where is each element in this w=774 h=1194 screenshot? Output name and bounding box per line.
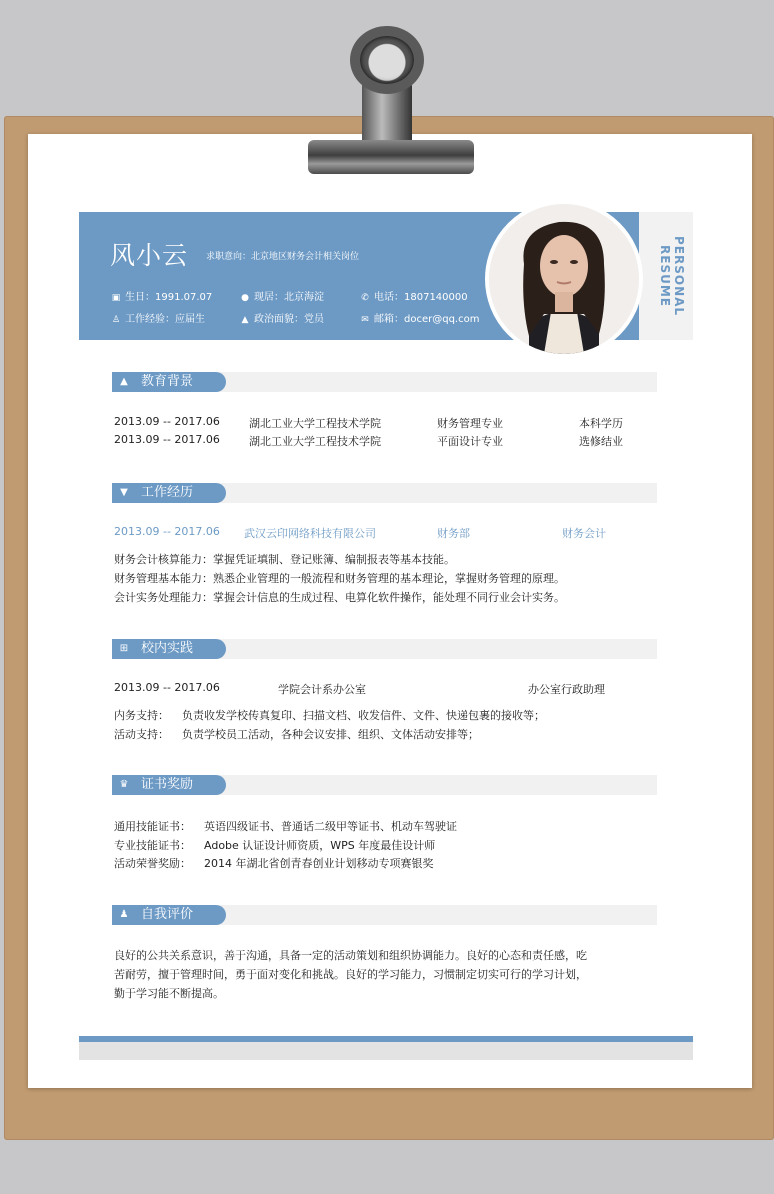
job-intent: 求职意向：北京地区财务会计相关岗位 [206, 252, 360, 262]
phone-text: 电话：1807140000 [374, 292, 468, 303]
user-icon: ♙ [111, 315, 121, 325]
person-icon: ♟ [119, 909, 129, 920]
campus-title: 校内实践 [141, 641, 194, 656]
work-date: 2013.09 -- 2017.06 [114, 525, 220, 538]
trophy-icon: ♛ [119, 779, 129, 790]
candidate-name: 风小云 [110, 241, 189, 270]
campus-org: 学院会计系办公室 [278, 683, 366, 696]
work-position: 财务会计 [562, 527, 606, 540]
edu-school: 湖北工业大学工程技术学院 [249, 417, 381, 430]
campus-date: 2013.09 -- 2017.06 [114, 681, 220, 694]
calendar-icon: ▣ [111, 293, 121, 303]
birth-text: 生日：1991.07.07 [125, 292, 213, 303]
self-title: 自我评价 [141, 907, 194, 922]
work-dept: 财务部 [437, 527, 470, 540]
email-icon: ✉ [361, 315, 369, 325]
self-line: 良好的公共关系意识，善于沟通，具备一定的活动策划和组织协调能力。良好的心态和责任感，吃 [114, 949, 587, 962]
work-line: 会计实务处理能力：掌握会计信息的生成过程、电算化软件操作，能处理不同行业会计实务。 [114, 591, 565, 604]
work-line: 财务会计核算能力：掌握凭证填制、登记账簿、编制报表等基本技能。 [114, 553, 455, 566]
edu-date: 2013.09 -- 2017.06 [114, 433, 220, 446]
portrait-photo [489, 204, 639, 354]
award-text: Adobe 认证设计师资质，WPS 年度最佳设计师 [204, 839, 436, 852]
campus-item-label: 内务支持： [114, 709, 169, 722]
phone-icon: ✆ [361, 293, 369, 303]
self-line: 苦耐劳，擅于管理时间，勇于面对变化和挑战。良好的学习能力，习惯制定切实可行的学习计划， [114, 968, 587, 981]
awards-title: 证书奖励 [141, 777, 194, 792]
location-text: 现居：北京海淀 [254, 292, 324, 303]
tie-icon: ▼ [120, 487, 128, 498]
education-title: 教育背景 [141, 374, 194, 389]
award-label: 活动荣誉奖励： [114, 857, 191, 870]
windows-icon: ⊞ [119, 643, 129, 654]
award-text: 英语四级证书、普通话二级甲等证书、机动车驾驶证 [204, 820, 457, 833]
avatar [485, 200, 643, 358]
clip-ring-icon [350, 26, 424, 94]
email-text: 邮箱：docer@qq.com [374, 314, 480, 325]
email-info [360, 310, 479, 325]
work-line: 财务管理基本能力：熟悉企业管理的一般流程和财务管理的基本理论，掌握财务管理的原理。 [114, 572, 565, 585]
self-line: 勤于学习能不断提高。 [114, 987, 224, 1000]
clip-base [308, 140, 474, 174]
award-label: 通用技能证书： [114, 820, 191, 833]
experience-text: 工作经验：应届生 [125, 314, 205, 325]
edu-date: 2013.09 -- 2017.06 [114, 415, 220, 428]
award-label: 专业技能证书： [114, 839, 191, 852]
edu-degree: 本科学历 [579, 417, 623, 430]
birth-info [111, 288, 212, 303]
politics-text: 政治面貌：党员 [254, 314, 324, 325]
work-company: 武汉云印网络科技有限公司 [244, 527, 376, 540]
edu-degree: 选修结业 [579, 435, 623, 448]
phone-info [360, 288, 468, 303]
experience-info [111, 310, 205, 325]
location-pin-icon: ● [241, 293, 249, 303]
politics-info [240, 310, 324, 325]
graduation-cap-icon: ▲ [241, 315, 249, 325]
campus-item-text: 负责学校员工活动，各种会议安排、组织、文体活动安排等； [182, 728, 479, 741]
graduation-cap-icon: ▲ [120, 376, 128, 387]
award-text: 2014 年湖北省创青春创业计划移动专项赛银奖 [204, 857, 434, 870]
edu-major: 平面设计专业 [437, 435, 503, 448]
location-info [240, 288, 324, 303]
edu-major: 财务管理专业 [437, 417, 503, 430]
work-title: 工作经历 [141, 485, 194, 500]
personal-resume-label: PERSONAL RESUME [658, 235, 686, 317]
campus-item-label: 活动支持： [114, 728, 169, 741]
campus-role: 办公室行政助理 [528, 683, 605, 696]
footer-band [79, 1042, 693, 1060]
edu-school: 湖北工业大学工程技术学院 [249, 435, 381, 448]
campus-item-text: 负责收发学校传真复印、扫描文档、收发信件、文件、快递包裹的接收等； [182, 709, 545, 722]
